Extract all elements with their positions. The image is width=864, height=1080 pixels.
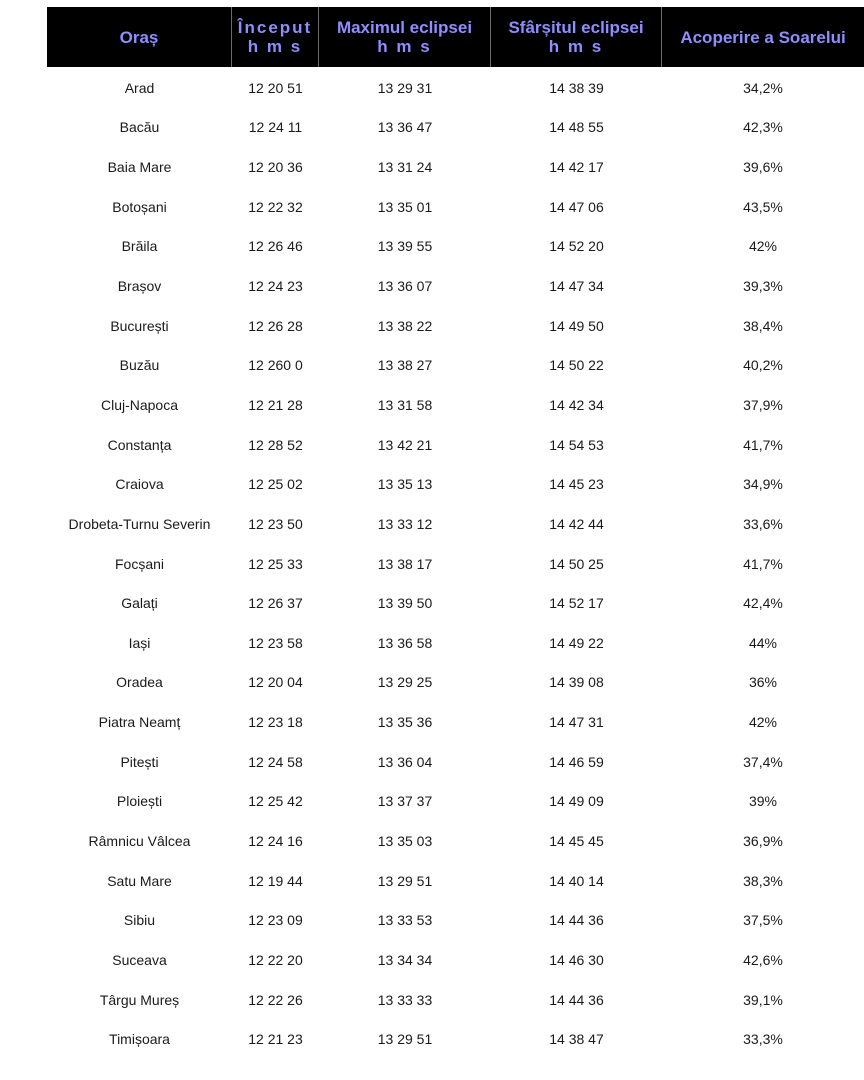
cell-coverage: 42% [748,238,778,255]
cell-max: 13 29 51 [377,872,433,889]
cell-city: București [110,317,169,334]
cell-end: 14 38 47 [549,1031,604,1048]
table-row [47,821,864,861]
cell-start: 12 28 52 [248,436,303,453]
cell-city: Cluj-Napoca [100,396,179,413]
cell-end: 14 45 23 [549,476,604,493]
table-row [47,504,864,544]
table-row [47,1019,864,1059]
eclipse-table-container [47,7,864,1059]
cell-start: 12 20 51 [248,79,303,96]
cell-city: Buzău [119,357,160,374]
cell-end: 14 49 50 [549,317,604,334]
cell-max: 13 29 51 [377,1031,433,1048]
cell-max: 13 35 03 [377,832,433,849]
cell-city: Galați [121,595,158,612]
cell-city: Constanța [107,436,172,453]
cell-start: 12 26 46 [248,238,303,255]
cell-max: 13 33 12 [377,515,433,532]
cell-coverage: 34,2% [743,79,783,96]
table-row [47,67,864,108]
header-start-label: Început [237,18,313,37]
cell-start: 12 260 0 [248,357,303,374]
header-start-units: h m s [247,37,303,56]
table-row [47,583,864,623]
header-coverage-label: Acoperire a Soarelui [680,27,846,47]
table-row [47,464,864,504]
cell-max: 13 36 07 [377,278,433,295]
header-coverage [662,7,864,67]
cell-city: Satu Mare [107,872,172,889]
cell-start: 12 19 44 [248,872,303,889]
header-end-label: Sfârșitul eclipsei [508,18,644,37]
cell-end: 14 50 25 [549,555,604,572]
cell-start: 12 25 33 [248,555,303,572]
cell-city: Suceava [112,951,167,968]
cell-start: 12 24 58 [248,753,303,770]
cell-max: 13 36 04 [377,753,433,770]
table-row [47,980,864,1020]
cell-city: Focșani [114,555,165,572]
table-row [47,227,864,267]
cell-city: Râmnicu Vâlcea [88,832,191,849]
cell-end: 14 49 09 [549,793,604,810]
cell-max: 13 42 21 [377,436,433,453]
cell-city: Arad [124,79,155,96]
cell-max: 13 29 25 [377,674,433,691]
cell-coverage: 39,6% [743,159,783,176]
cell-end: 14 54 53 [549,436,604,453]
header-end-units: h m s [548,37,604,56]
cell-end: 14 49 22 [549,634,604,651]
cell-start: 12 26 37 [248,595,303,612]
cell-coverage: 33,6% [743,515,783,532]
cell-start: 12 25 02 [248,476,303,493]
cell-coverage: 40,2% [743,357,783,374]
cell-end: 14 39 08 [549,674,604,691]
cell-max: 13 34 34 [377,951,433,968]
table-row [47,663,864,703]
table-row [47,425,864,465]
cell-city: Brașov [117,278,162,295]
cell-start: 12 24 23 [248,278,303,295]
table-row [47,108,864,148]
cell-city: Piatra Neamț [98,714,181,731]
cell-coverage: 38,4% [743,317,783,334]
cell-start: 12 24 11 [248,119,303,136]
cell-max: 13 33 33 [377,991,433,1008]
table-row [47,940,864,980]
cell-start: 12 24 16 [248,832,303,849]
cell-city: Ploiești [116,793,163,810]
cell-coverage: 33,3% [743,1031,783,1048]
cell-max: 13 38 17 [377,555,433,572]
table-row [47,147,864,187]
cell-start: 12 21 28 [248,396,303,413]
cell-start: 12 22 32 [248,198,303,215]
cell-end: 14 52 20 [549,238,604,255]
cell-end: 14 45 45 [549,832,604,849]
cell-city: Timișoara [109,1031,170,1048]
cell-end: 14 44 36 [549,991,604,1008]
cell-coverage: 34,9% [743,476,783,493]
table-header [47,7,864,67]
cell-coverage: 37,9% [743,396,783,413]
table-row [47,187,864,227]
cell-end: 14 42 17 [549,159,604,176]
cell-end: 14 47 34 [549,278,604,295]
cell-start: 12 20 36 [248,159,303,176]
cell-end: 14 42 34 [549,396,604,413]
cell-start: 12 21 23 [248,1031,303,1048]
cell-city: Brăila [121,238,158,255]
cell-end: 14 50 22 [549,357,604,374]
cell-coverage: 43,5% [743,198,783,215]
cell-end: 14 52 17 [549,595,604,612]
cell-start: 12 22 26 [248,991,303,1008]
cell-city: Târgu Mureș [99,991,180,1008]
cell-end: 14 44 36 [549,912,604,929]
cell-coverage: 42% [748,714,778,731]
header-max-label: Maximul eclipsei [336,18,473,37]
table-row [47,266,864,306]
header-max [319,7,491,67]
cell-end: 14 47 06 [549,198,604,215]
cell-max: 13 31 24 [377,159,433,176]
cell-max: 13 31 58 [377,396,433,413]
cell-start: 12 26 28 [248,317,303,334]
cell-max: 13 35 36 [377,714,433,731]
header-max-units: h m s [377,37,432,56]
cell-end: 14 48 55 [549,119,604,136]
cell-coverage: 42,4% [743,595,783,612]
table-row [47,782,864,822]
cell-end: 14 40 14 [549,872,604,889]
cell-end: 14 46 59 [549,753,604,770]
table-row [47,623,864,663]
table-row [47,702,864,742]
cell-start: 12 23 50 [248,515,303,532]
cell-coverage: 39% [748,793,778,810]
cell-city: Bacău [119,119,160,136]
header-row [47,7,864,67]
cell-city: Iași [128,634,151,651]
cell-start: 12 23 58 [248,634,303,651]
header-city-label: Oraș [119,27,159,47]
cell-end: 14 46 30 [549,951,604,968]
cell-coverage: 37,4% [743,753,783,770]
table-row [47,861,864,901]
table-row [47,900,864,940]
cell-max: 13 35 01 [377,198,433,215]
cell-coverage: 42,6% [743,951,783,968]
cell-end: 14 38 39 [549,79,604,96]
header-start [232,7,319,67]
cell-city: Oradea [116,674,163,691]
cell-start: 12 22 20 [248,951,303,968]
cell-coverage: 36% [748,674,778,691]
cell-coverage: 44% [748,634,778,651]
cell-start: 12 25 42 [248,793,303,810]
cell-city: Sibiu [123,912,156,929]
cell-coverage: 37,5% [743,912,783,929]
cell-max: 13 39 50 [377,595,433,612]
cell-max: 13 33 53 [377,912,433,929]
cell-max: 13 36 47 [377,119,433,136]
cell-city: Baia Mare [107,159,172,176]
cell-coverage: 42,3% [743,119,783,136]
cell-max: 13 35 13 [377,476,433,493]
table-row [47,385,864,425]
cell-coverage: 41,7% [743,555,783,572]
cell-city: Drobeta-Turnu Severin [68,515,211,532]
cell-max: 13 39 55 [377,238,433,255]
cell-coverage: 41,7% [743,436,783,453]
table-row [47,345,864,385]
cell-city: Pitești [120,753,159,770]
cell-city: Botoșani [112,198,167,215]
table-body [47,67,864,1059]
table-row [47,306,864,346]
table-row [47,742,864,782]
cell-coverage: 38,3% [743,872,783,889]
cell-end: 14 47 31 [549,714,604,731]
cell-max: 13 29 31 [377,79,433,96]
eclipse-table [47,7,864,1059]
cell-max: 13 38 22 [377,317,433,334]
header-end [491,7,662,67]
cell-start: 12 20 04 [248,674,303,691]
cell-city: Craiova [115,476,164,493]
cell-max: 13 37 37 [377,793,433,810]
cell-max: 13 36 58 [377,634,433,651]
cell-end: 14 42 44 [549,515,604,532]
table-row [47,544,864,584]
cell-coverage: 39,1% [743,991,783,1008]
cell-start: 12 23 18 [248,714,303,731]
cell-coverage: 36,9% [743,832,783,849]
cell-max: 13 38 27 [377,357,433,374]
header-city [47,7,232,67]
cell-start: 12 23 09 [248,912,303,929]
cell-coverage: 39,3% [743,278,783,295]
